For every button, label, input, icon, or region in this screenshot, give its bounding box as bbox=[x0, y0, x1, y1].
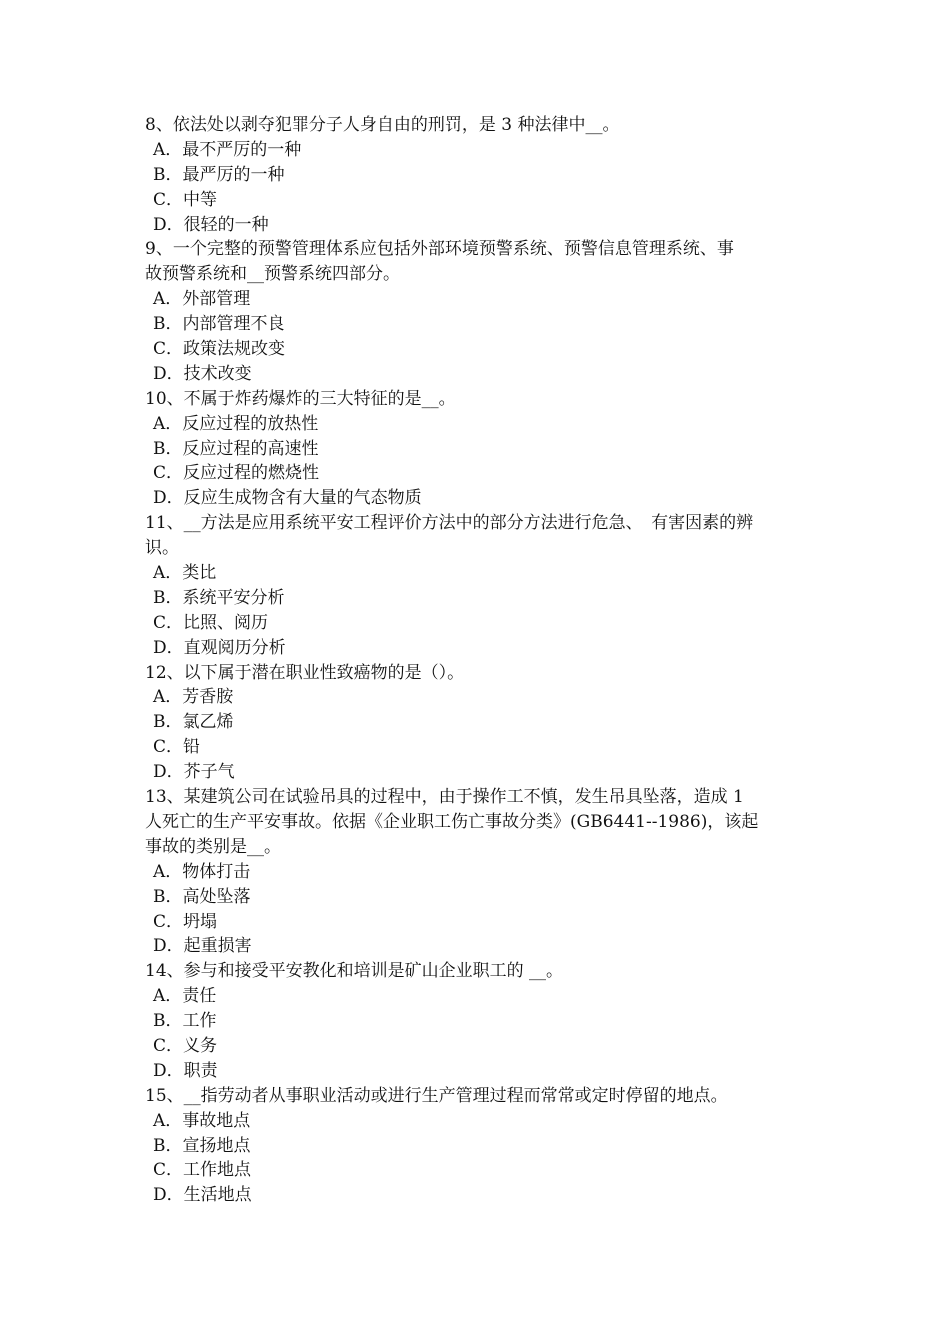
answer-option: C．坍塌 bbox=[153, 911, 218, 932]
answer-option: D．技术改变 bbox=[153, 363, 252, 384]
question-stem-line: 人死亡的生产平安事故。依据《企业职工伤亡事故分类》(GB6441--1986)，该起 bbox=[145, 811, 759, 832]
answer-option: A．外部管理 bbox=[153, 289, 251, 310]
question-list bbox=[145, 113, 810, 1208]
question-stem-line: 识。 bbox=[145, 538, 179, 559]
answer-option: D．很轻的一种 bbox=[153, 214, 269, 235]
question-block bbox=[145, 237, 810, 386]
answer-option: B．工作 bbox=[153, 1011, 217, 1032]
answer-option: A．责任 bbox=[153, 986, 217, 1007]
answer-option: A．最不严厉的一种 bbox=[153, 139, 302, 160]
question-block bbox=[145, 959, 810, 1083]
answer-option: D．生活地点 bbox=[153, 1185, 252, 1206]
answer-option: B．宣扬地点 bbox=[153, 1135, 251, 1156]
answer-option: A．类比 bbox=[153, 563, 217, 584]
answer-option: C．政策法规改变 bbox=[153, 339, 286, 360]
answer-option: B．最严厉的一种 bbox=[153, 164, 285, 185]
answer-option: B．反应过程的高速性 bbox=[153, 438, 319, 459]
answer-option: D．直观阅历分析 bbox=[153, 637, 286, 658]
question-stem-line: 故预警系统和__预警系统四部分。 bbox=[145, 264, 400, 285]
answer-option: B．氯乙烯 bbox=[153, 712, 234, 733]
answer-option: B．系统平安分析 bbox=[153, 587, 285, 608]
answer-option: C．比照、阅历 bbox=[153, 612, 269, 633]
question-stem-line: 8、依法处以剥夺犯罪分子人身自由的刑罚，是 3 种法律中__。 bbox=[145, 115, 620, 135]
question-block bbox=[145, 785, 810, 959]
question-stem-line: 9、一个完整的预警管理体系应包括外部环境预警系统、预警信息管理系统、事 bbox=[145, 239, 734, 260]
question-block bbox=[145, 1084, 810, 1208]
question-stem-line: 14、参与和接受平安教化和培训是矿山企业职工的 __。 bbox=[145, 961, 564, 982]
answer-option: A．事故地点 bbox=[153, 1110, 251, 1131]
answer-option: D．起重损害 bbox=[153, 936, 252, 957]
answer-option: A．物体打击 bbox=[153, 861, 251, 882]
question-stem-line: 11、__方法是应用系统平安工程评价方法中的部分方法进行危急、 有害因素的辨 bbox=[145, 513, 754, 534]
answer-option: B．内部管理不良 bbox=[153, 314, 285, 335]
answer-option: A．芳香胺 bbox=[153, 687, 234, 708]
answer-option: A．反应过程的放热性 bbox=[153, 413, 319, 434]
answer-option: C．义务 bbox=[153, 1035, 218, 1056]
answer-option: C．中等 bbox=[153, 189, 218, 210]
question-stem-line: 12、以下属于潜在职业性致癌物的是（）。 bbox=[145, 662, 465, 683]
question-block bbox=[145, 661, 810, 785]
answer-option: D．反应生成物含有大量的气态物质 bbox=[153, 488, 422, 509]
answer-option: C．反应过程的燃烧性 bbox=[153, 463, 320, 484]
question-stem-line: 事故的类别是__。 bbox=[145, 836, 281, 857]
question-stem-line: 13、某建筑公司在试验吊具的过程中，由于操作工不慎，发生吊具坠落，造成 1 bbox=[145, 787, 744, 808]
answer-option: C．工作地点 bbox=[153, 1160, 252, 1181]
answer-option: D．芥子气 bbox=[153, 762, 235, 783]
answer-option: B．高处坠落 bbox=[153, 886, 251, 907]
answer-option: C．铅 bbox=[153, 737, 201, 758]
answer-option: D．职责 bbox=[153, 1060, 218, 1081]
question-block bbox=[145, 511, 810, 660]
question-stem-line: 15、__指劳动者从事职业活动或进行生产管理过程而常常或定时停留的地点。 bbox=[145, 1085, 728, 1106]
question-block bbox=[145, 387, 810, 511]
question-block bbox=[145, 113, 810, 237]
question-stem-line: 10、不属于炸药爆炸的三大特征的是__。 bbox=[145, 388, 456, 409]
